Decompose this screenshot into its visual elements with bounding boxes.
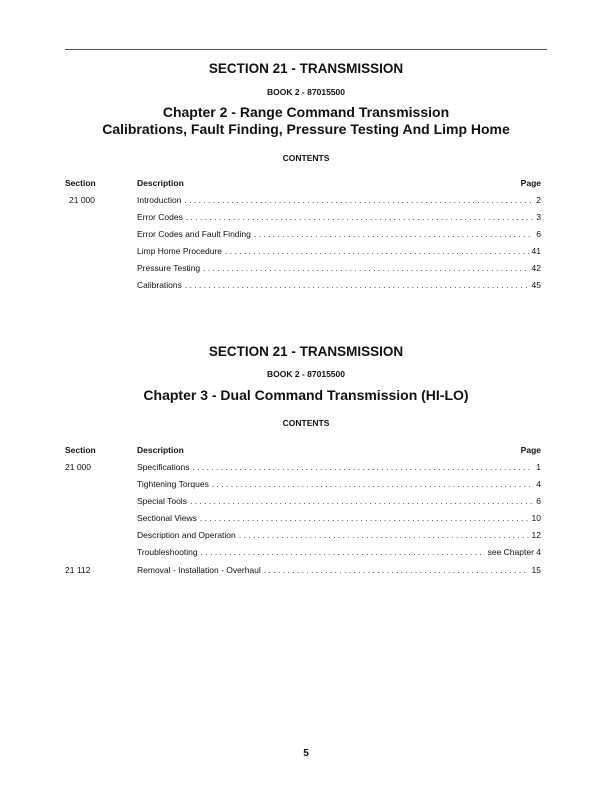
toc-row-description: Error Codes: [137, 212, 183, 222]
toc-row-page: 15: [531, 565, 541, 575]
toc-row-page: see Chapter 4: [487, 547, 541, 557]
toc-row[interactable]: [0, 246, 612, 258]
header-section: Section: [65, 178, 96, 188]
toc-row[interactable]: [0, 496, 612, 508]
toc-row-description: Pressure Testing: [137, 263, 201, 273]
toc-row-page: 6: [536, 229, 541, 239]
toc-row[interactable]: [0, 195, 612, 207]
toc-row[interactable]: [0, 462, 612, 474]
toc-header-1: [0, 178, 612, 190]
toc-row[interactable]: [0, 479, 612, 491]
toc-row-description: Description and Operation: [137, 530, 236, 540]
contents-heading-2: CONTENTS: [282, 418, 330, 428]
toc-row[interactable]: [0, 263, 612, 275]
toc-row-description: Specifications: [137, 462, 190, 472]
toc-row-section: 21 000: [69, 195, 95, 205]
toc-row-description: Calibrations: [137, 280, 182, 290]
toc-row[interactable]: [0, 565, 612, 577]
chapter-title-1-line2: Calibrations, Fault Finding, Pressure Testing And Limp Home: [102, 121, 510, 137]
page-number: 5: [303, 748, 309, 759]
toc-header-2: [0, 445, 612, 457]
toc-row-description: Limp Home Procedure: [137, 246, 223, 256]
toc-row-page: 12: [531, 530, 541, 540]
toc-row-description: Tightening Torques: [137, 479, 209, 489]
book-number-1: BOOK 2 - 87015500: [267, 87, 345, 97]
toc-row-page: 4: [536, 479, 541, 489]
section-title-1: SECTION 21 - TRANSMISSION: [208, 61, 404, 76]
header-description: Description: [137, 445, 184, 455]
toc-row[interactable]: [0, 547, 612, 559]
toc-row-description: Error Codes and Fault Finding: [137, 229, 251, 239]
toc-row-description: Introduction: [137, 195, 182, 205]
header-description: Description: [137, 178, 184, 188]
toc-row-page: 1: [536, 462, 541, 472]
toc-row-page: 45: [531, 280, 541, 290]
toc-row-page: 2: [536, 195, 541, 205]
chapter-title-2: Chapter 3 - Dual Command Transmission (HI-LO): [143, 387, 469, 403]
toc-row-description: Troubleshooting: [137, 547, 198, 557]
toc-row-page: 42: [531, 263, 541, 273]
contents-heading-1: CONTENTS: [282, 153, 330, 163]
toc-row-description: Removal - Installation - Overhaul: [137, 565, 261, 575]
toc-row[interactable]: [0, 530, 612, 542]
header-page: Page: [520, 178, 541, 188]
toc-row-section: 21 000: [65, 462, 91, 472]
chapter-title-1-line1: Chapter 2 - Range Command Transmission: [162, 104, 450, 120]
section-title-2: SECTION 21 - TRANSMISSION: [208, 344, 404, 359]
toc-row-page: 10: [531, 513, 541, 523]
toc-row[interactable]: [0, 513, 612, 525]
toc-row-description: Sectional Views: [137, 513, 197, 523]
header-page: Page: [520, 445, 541, 455]
toc-row[interactable]: [0, 212, 612, 224]
toc-row[interactable]: [0, 280, 612, 292]
header-section: Section: [65, 445, 96, 455]
book-number-2: BOOK 2 - 87015500: [267, 369, 345, 379]
chapter-title-1: [0, 104, 612, 138]
toc-row-page: 41: [531, 246, 541, 256]
toc-row-page: 6: [536, 496, 541, 506]
toc-row-page: 3: [536, 212, 541, 222]
toc-row-section: 21 112: [65, 565, 91, 575]
toc-row-description: Special Tools: [137, 496, 187, 506]
toc-row[interactable]: [0, 229, 612, 241]
top-rule: [65, 49, 547, 50]
